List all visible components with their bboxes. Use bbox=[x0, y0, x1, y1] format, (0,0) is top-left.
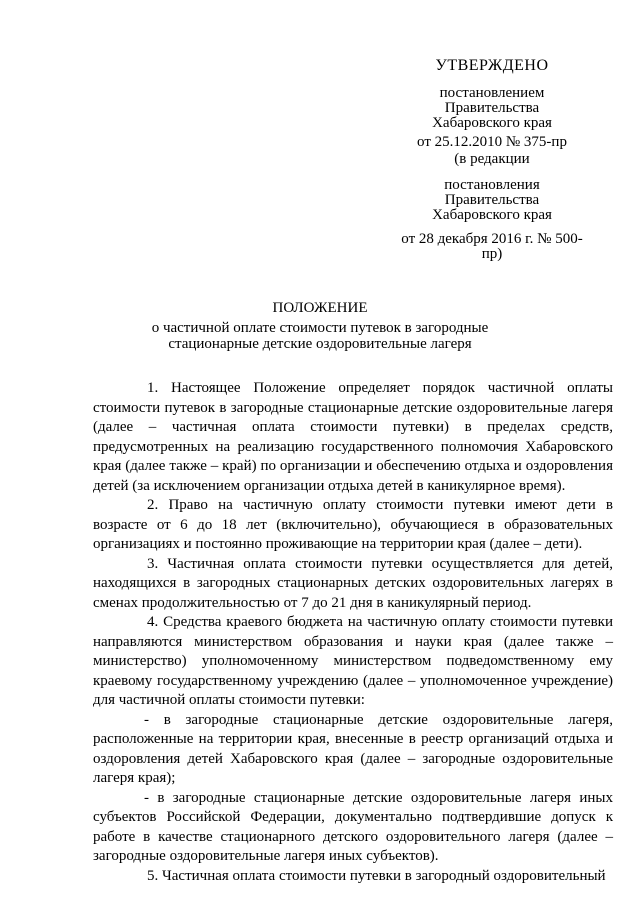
paragraph-3: 3. Частичная оплата стоимости путевки осуществляется для детей, находящихся в загородных стационарных детских оздоровительных лагерях в сменах продолжительностью от 7 до 21 дня в каникулярный период. bbox=[93, 555, 613, 611]
approval-line: Хабаровского края bbox=[432, 115, 552, 131]
list-item-dash: - в загородные стационарные детские оздоровительные лагеря иных субъектов Российской Федерации, документально подтвердившие допуск к работе в качестве стационарного детского оздоровительного лагеря (далее – загородные оздоровительные лагеря иных субъектов). bbox=[93, 789, 613, 864]
approval-block bbox=[392, 58, 592, 150]
edition-date: от 28 декабря 2016 г. № 500-пр) bbox=[401, 231, 583, 262]
paragraph-5: 5. Частичная оплата стоимости путевки в загородный оздоровительный bbox=[147, 867, 606, 884]
paragraph-1: 1. Настоящее Положение определяет порядок частичной оплаты стоимости путевок в загородные стационарные детские оздоровительные лагеря (далее – частичная оплата стоимости путевки) в пределах средств, предусмотренных на реализацию государственного полномочия Хабаровского края (далее также – край) по организации и обеспечению отдыха и оздоровления детей (за исключением организации отдыха детей в каникулярное время). bbox=[93, 380, 613, 494]
title-main: ПОЛОЖЕНИЕ bbox=[272, 300, 368, 316]
edition-block bbox=[392, 152, 592, 262]
paragraph-4: 4. Средства краевого бюджета на частичную оплату стоимости путевки направляются министерством образования и науки края (далее также – министерство) уполномоченному министерством подведомственному ему краевому государственному учреждению (далее – уполномоченное учреждение) для частичной оплаты стоимости путевки: bbox=[93, 614, 613, 708]
edition-line: Хабаровского края bbox=[432, 207, 552, 223]
edition-open: (в редакции bbox=[454, 151, 530, 167]
edition-line: Правительства bbox=[444, 192, 540, 208]
document-title bbox=[0, 300, 640, 352]
approval-line: постановлением bbox=[439, 85, 545, 101]
approval-line: Правительства bbox=[444, 100, 540, 116]
approval-title: УТВЕРЖДЕНО bbox=[435, 57, 549, 74]
approval-date: от 25.12.2010 № 375-пр bbox=[417, 134, 567, 150]
title-subtitle: стационарные детские оздоровительные лагеря bbox=[168, 336, 472, 352]
title-subtitle: о частичной оплате стоимости путевок в загородные bbox=[151, 320, 489, 336]
list-item-dash: - в загородные стационарные детские оздоровительные лагеря, расположенные на территории края, внесенные в реестр организаций отдыха и оздоровления детей Хабаровского края (далее – загородные оздоровительные лагеря края); bbox=[93, 711, 613, 786]
paragraph-2: 2. Право на частичную оплату стоимости путевки имеют дети в возрасте от 6 до 18 лет (включительно), обучающиеся в образовательных организациях и постоянно проживающие на территории края (далее – дети). bbox=[93, 497, 613, 552]
document-body bbox=[93, 379, 613, 886]
edition-line: постановления bbox=[444, 177, 540, 193]
